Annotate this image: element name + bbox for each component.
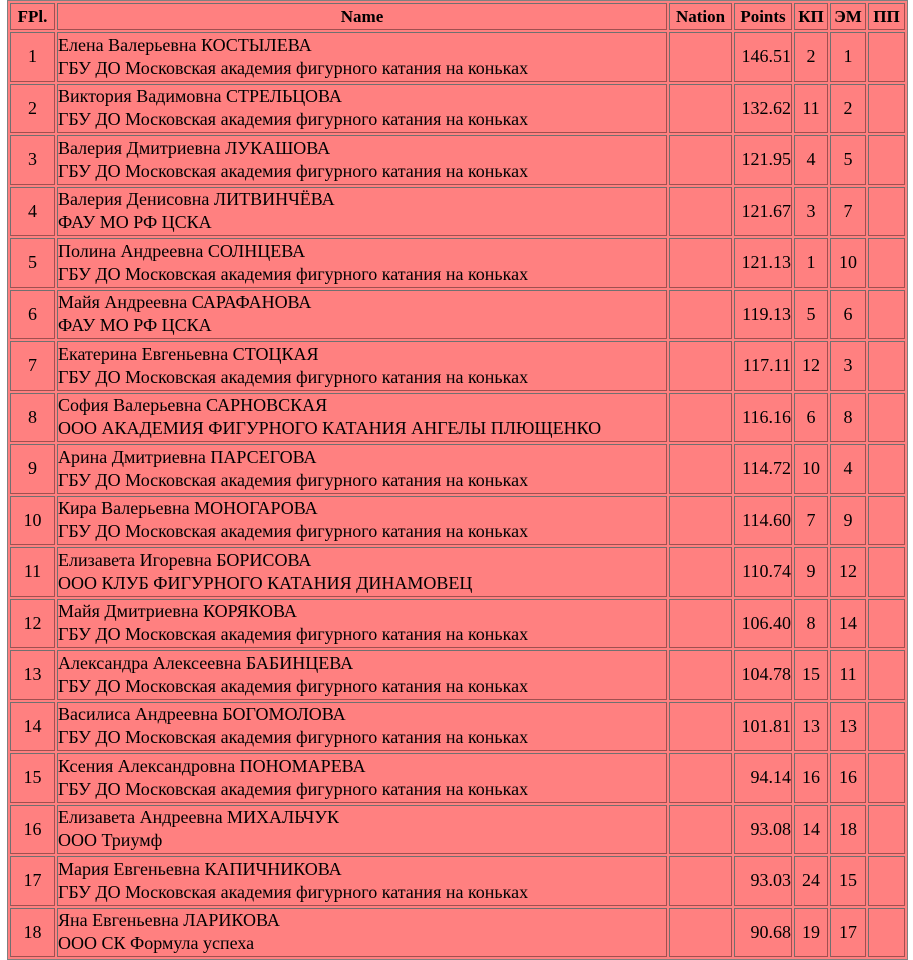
pp-cell bbox=[868, 187, 905, 237]
points-cell: 121.67 bbox=[734, 187, 792, 237]
kp-cell: 3 bbox=[794, 187, 828, 237]
kp-cell: 19 bbox=[794, 908, 828, 958]
pp-cell bbox=[868, 547, 905, 597]
table-row bbox=[10, 650, 905, 700]
nation-cell bbox=[669, 84, 732, 134]
table-header bbox=[10, 3, 905, 30]
skater-name: Арина Дмитриевна ПАРСЕГОВА bbox=[58, 446, 317, 467]
em-cell: 9 bbox=[830, 496, 866, 546]
skater-name: Майя Андреевна САРАФАНОВА bbox=[58, 292, 312, 313]
table-row bbox=[10, 753, 905, 803]
em-cell: 12 bbox=[830, 547, 866, 597]
table-row bbox=[10, 187, 905, 237]
skater-club: ГБУ ДО Московская академия фигурного катания на коньках bbox=[58, 366, 529, 387]
em-cell: 16 bbox=[830, 753, 866, 803]
skater-cell bbox=[57, 84, 667, 134]
nation-cell bbox=[669, 753, 732, 803]
placement-cell: 2 bbox=[10, 84, 55, 134]
nation-cell bbox=[669, 496, 732, 546]
em-cell: 11 bbox=[830, 650, 866, 700]
kp-cell: 14 bbox=[794, 805, 828, 855]
skater-cell bbox=[57, 496, 667, 546]
skater-name: Мария Евгеньевна КАПИЧНИКОВА bbox=[58, 858, 342, 879]
placement-cell: 9 bbox=[10, 444, 55, 494]
kp-cell: 16 bbox=[794, 753, 828, 803]
points-cell: 104.78 bbox=[734, 650, 792, 700]
points-cell: 121.13 bbox=[734, 238, 792, 288]
skater-cell bbox=[57, 702, 667, 752]
em-cell: 17 bbox=[830, 908, 866, 958]
skater-club: ГБУ ДО Московская академия фигурного катания на коньках bbox=[58, 778, 529, 799]
skater-name: Елизавета Игоревна БОРИСОВА bbox=[58, 549, 312, 570]
points-cell: 106.40 bbox=[734, 599, 792, 649]
table-row bbox=[10, 238, 905, 288]
placement-cell: 11 bbox=[10, 547, 55, 597]
kp-cell: 11 bbox=[794, 84, 828, 134]
points-cell: 119.13 bbox=[734, 290, 792, 340]
skater-name: Екатерина Евгеньевна СТОЦКАЯ bbox=[58, 343, 319, 364]
table-row bbox=[10, 341, 905, 391]
table-row bbox=[10, 84, 905, 134]
skater-cell bbox=[57, 547, 667, 597]
em-cell: 7 bbox=[830, 187, 866, 237]
pp-cell bbox=[868, 341, 905, 391]
em-cell: 1 bbox=[830, 32, 866, 82]
skater-club: ГБУ ДО Московская академия фигурного катания на коньках bbox=[58, 469, 529, 490]
header-nation: Nation bbox=[669, 3, 732, 30]
pp-cell bbox=[868, 84, 905, 134]
points-cell: 110.74 bbox=[734, 547, 792, 597]
placement-cell: 7 bbox=[10, 341, 55, 391]
em-cell: 4 bbox=[830, 444, 866, 494]
skater-club: ООО КЛУБ ФИГУРНОГО КАТАНИЯ ДИНАМОВЕЦ bbox=[58, 572, 473, 593]
skater-cell bbox=[57, 135, 667, 185]
nation-cell bbox=[669, 187, 732, 237]
points-cell: 90.68 bbox=[734, 908, 792, 958]
kp-cell: 8 bbox=[794, 599, 828, 649]
pp-cell bbox=[868, 496, 905, 546]
header-pp: ПП bbox=[868, 3, 905, 30]
nation-cell bbox=[669, 547, 732, 597]
nation-cell bbox=[669, 908, 732, 958]
skater-club: ГБУ ДО Московская академия фигурного катания на коньках bbox=[58, 109, 529, 130]
em-cell: 2 bbox=[830, 84, 866, 134]
skater-name: Елена Валерьевна КОСТЫЛЕВА bbox=[58, 34, 312, 55]
pp-cell bbox=[868, 908, 905, 958]
nation-cell bbox=[669, 32, 732, 82]
points-cell: 116.16 bbox=[734, 393, 792, 443]
placement-cell: 3 bbox=[10, 135, 55, 185]
header-em: ЭМ bbox=[830, 3, 866, 30]
pp-cell bbox=[868, 702, 905, 752]
pp-cell bbox=[868, 32, 905, 82]
pp-cell bbox=[868, 753, 905, 803]
points-cell: 132.62 bbox=[734, 84, 792, 134]
table-row bbox=[10, 908, 905, 958]
kp-cell: 7 bbox=[794, 496, 828, 546]
skater-name: Кира Валерьевна МОНОГАРОВА bbox=[58, 498, 318, 519]
points-cell: 114.72 bbox=[734, 444, 792, 494]
skater-name: Яна Евгеньевна ЛАРИКОВА bbox=[58, 910, 280, 931]
em-cell: 13 bbox=[830, 702, 866, 752]
kp-cell: 1 bbox=[794, 238, 828, 288]
table-body bbox=[10, 32, 905, 957]
skater-cell bbox=[57, 290, 667, 340]
kp-cell: 6 bbox=[794, 393, 828, 443]
placement-cell: 8 bbox=[10, 393, 55, 443]
pp-cell bbox=[868, 135, 905, 185]
nation-cell bbox=[669, 444, 732, 494]
skater-cell bbox=[57, 238, 667, 288]
skater-cell bbox=[57, 444, 667, 494]
placement-cell: 14 bbox=[10, 702, 55, 752]
skater-name: Виктория Вадимовна СТРЕЛЬЦОВА bbox=[58, 86, 342, 107]
placement-cell: 18 bbox=[10, 908, 55, 958]
header-points: Points bbox=[734, 3, 792, 30]
nation-cell bbox=[669, 341, 732, 391]
header-kp: КП bbox=[794, 3, 828, 30]
skater-club: ФАУ МО РФ ЦСКА bbox=[58, 212, 212, 233]
skater-cell bbox=[57, 393, 667, 443]
kp-cell: 10 bbox=[794, 444, 828, 494]
results-table bbox=[7, 0, 908, 960]
skater-club: ГБУ ДО Московская академия фигурного катания на коньках bbox=[58, 521, 529, 542]
skater-club: ФАУ МО РФ ЦСКА bbox=[58, 315, 212, 336]
skater-club: ГБУ ДО Московская академия фигурного катания на коньках bbox=[58, 624, 529, 645]
em-cell: 15 bbox=[830, 856, 866, 906]
table-row bbox=[10, 702, 905, 752]
kp-cell: 12 bbox=[794, 341, 828, 391]
em-cell: 3 bbox=[830, 341, 866, 391]
kp-cell: 24 bbox=[794, 856, 828, 906]
em-cell: 14 bbox=[830, 599, 866, 649]
skater-cell bbox=[57, 341, 667, 391]
header-row bbox=[10, 3, 905, 30]
skater-name: София Валерьевна САРНОВСКАЯ bbox=[58, 395, 328, 416]
points-cell: 114.60 bbox=[734, 496, 792, 546]
kp-cell: 4 bbox=[794, 135, 828, 185]
skater-cell bbox=[57, 805, 667, 855]
pp-cell bbox=[868, 805, 905, 855]
skater-club: ООО Триумф bbox=[58, 830, 163, 851]
table-row bbox=[10, 393, 905, 443]
skater-cell bbox=[57, 856, 667, 906]
pp-cell bbox=[868, 444, 905, 494]
skater-cell bbox=[57, 908, 667, 958]
placement-cell: 16 bbox=[10, 805, 55, 855]
placement-cell: 17 bbox=[10, 856, 55, 906]
skater-name: Полина Андреевна СОЛНЦЕВА bbox=[58, 240, 306, 261]
kp-cell: 9 bbox=[794, 547, 828, 597]
em-cell: 10 bbox=[830, 238, 866, 288]
em-cell: 6 bbox=[830, 290, 866, 340]
points-cell: 101.81 bbox=[734, 702, 792, 752]
table-row bbox=[10, 805, 905, 855]
placement-cell: 6 bbox=[10, 290, 55, 340]
table-row bbox=[10, 135, 905, 185]
skater-club: ООО АКАДЕМИЯ ФИГУРНОГО КАТАНИЯ АНГЕЛЫ ПЛЮЩЕНКО bbox=[58, 418, 602, 439]
skater-name: Ксения Александровна ПОНОМАРЕВА bbox=[58, 755, 366, 776]
skater-cell bbox=[57, 187, 667, 237]
kp-cell: 15 bbox=[794, 650, 828, 700]
table-row bbox=[10, 547, 905, 597]
nation-cell bbox=[669, 238, 732, 288]
placement-cell: 15 bbox=[10, 753, 55, 803]
points-cell: 93.03 bbox=[734, 856, 792, 906]
skater-club: ГБУ ДО Московская академия фигурного катания на коньках bbox=[58, 881, 529, 902]
pp-cell bbox=[868, 599, 905, 649]
skater-name: Валерия Дмитриевна ЛУКАШОВА bbox=[58, 137, 331, 158]
skater-cell bbox=[57, 32, 667, 82]
nation-cell bbox=[669, 702, 732, 752]
nation-cell bbox=[669, 805, 732, 855]
pp-cell bbox=[868, 393, 905, 443]
skater-club: ООО СК Формула успеха bbox=[58, 933, 255, 954]
skater-club: ГБУ ДО Московская академия фигурного катания на коньках bbox=[58, 675, 529, 696]
skater-club: ГБУ ДО Московская академия фигурного катания на коньках bbox=[58, 727, 529, 748]
skater-cell bbox=[57, 650, 667, 700]
nation-cell bbox=[669, 599, 732, 649]
points-cell: 93.08 bbox=[734, 805, 792, 855]
points-cell: 146.51 bbox=[734, 32, 792, 82]
nation-cell bbox=[669, 856, 732, 906]
em-cell: 5 bbox=[830, 135, 866, 185]
skater-club: ГБУ ДО Московская академия фигурного катания на коньках bbox=[58, 263, 529, 284]
skater-cell bbox=[57, 599, 667, 649]
skater-club: ГБУ ДО Московская академия фигурного катания на коньках bbox=[58, 160, 529, 181]
em-cell: 8 bbox=[830, 393, 866, 443]
table-row bbox=[10, 32, 905, 82]
pp-cell bbox=[868, 290, 905, 340]
table-row bbox=[10, 856, 905, 906]
kp-cell: 5 bbox=[794, 290, 828, 340]
table-row bbox=[10, 444, 905, 494]
nation-cell bbox=[669, 135, 732, 185]
pp-cell bbox=[868, 650, 905, 700]
table-row bbox=[10, 496, 905, 546]
kp-cell: 2 bbox=[794, 32, 828, 82]
nation-cell bbox=[669, 290, 732, 340]
skater-name: Майя Дмитриевна КОРЯКОВА bbox=[58, 601, 297, 622]
placement-cell: 13 bbox=[10, 650, 55, 700]
nation-cell bbox=[669, 650, 732, 700]
table-row bbox=[10, 599, 905, 649]
placement-cell: 5 bbox=[10, 238, 55, 288]
skater-name: Александра Алексеевна БАБИНЦЕВА bbox=[58, 652, 354, 673]
skater-name: Елизавета Андреевна МИХАЛЬЧУК bbox=[58, 807, 340, 828]
points-cell: 94.14 bbox=[734, 753, 792, 803]
points-cell: 121.95 bbox=[734, 135, 792, 185]
points-cell: 117.11 bbox=[734, 341, 792, 391]
pp-cell bbox=[868, 856, 905, 906]
skater-club: ГБУ ДО Московская академия фигурного катания на коньках bbox=[58, 57, 529, 78]
em-cell: 18 bbox=[830, 805, 866, 855]
placement-cell: 1 bbox=[10, 32, 55, 82]
placement-cell: 12 bbox=[10, 599, 55, 649]
kp-cell: 13 bbox=[794, 702, 828, 752]
table-row bbox=[10, 290, 905, 340]
nation-cell bbox=[669, 393, 732, 443]
placement-cell: 10 bbox=[10, 496, 55, 546]
header-name: Name bbox=[57, 3, 667, 30]
pp-cell bbox=[868, 238, 905, 288]
skater-name: Валерия Денисовна ЛИТВИНЧЁВА bbox=[58, 189, 335, 210]
skater-name: Василиса Андреевна БОГОМОЛОВА bbox=[58, 704, 346, 725]
placement-cell: 4 bbox=[10, 187, 55, 237]
skater-cell bbox=[57, 753, 667, 803]
header-fpl: FPl. bbox=[10, 3, 55, 30]
